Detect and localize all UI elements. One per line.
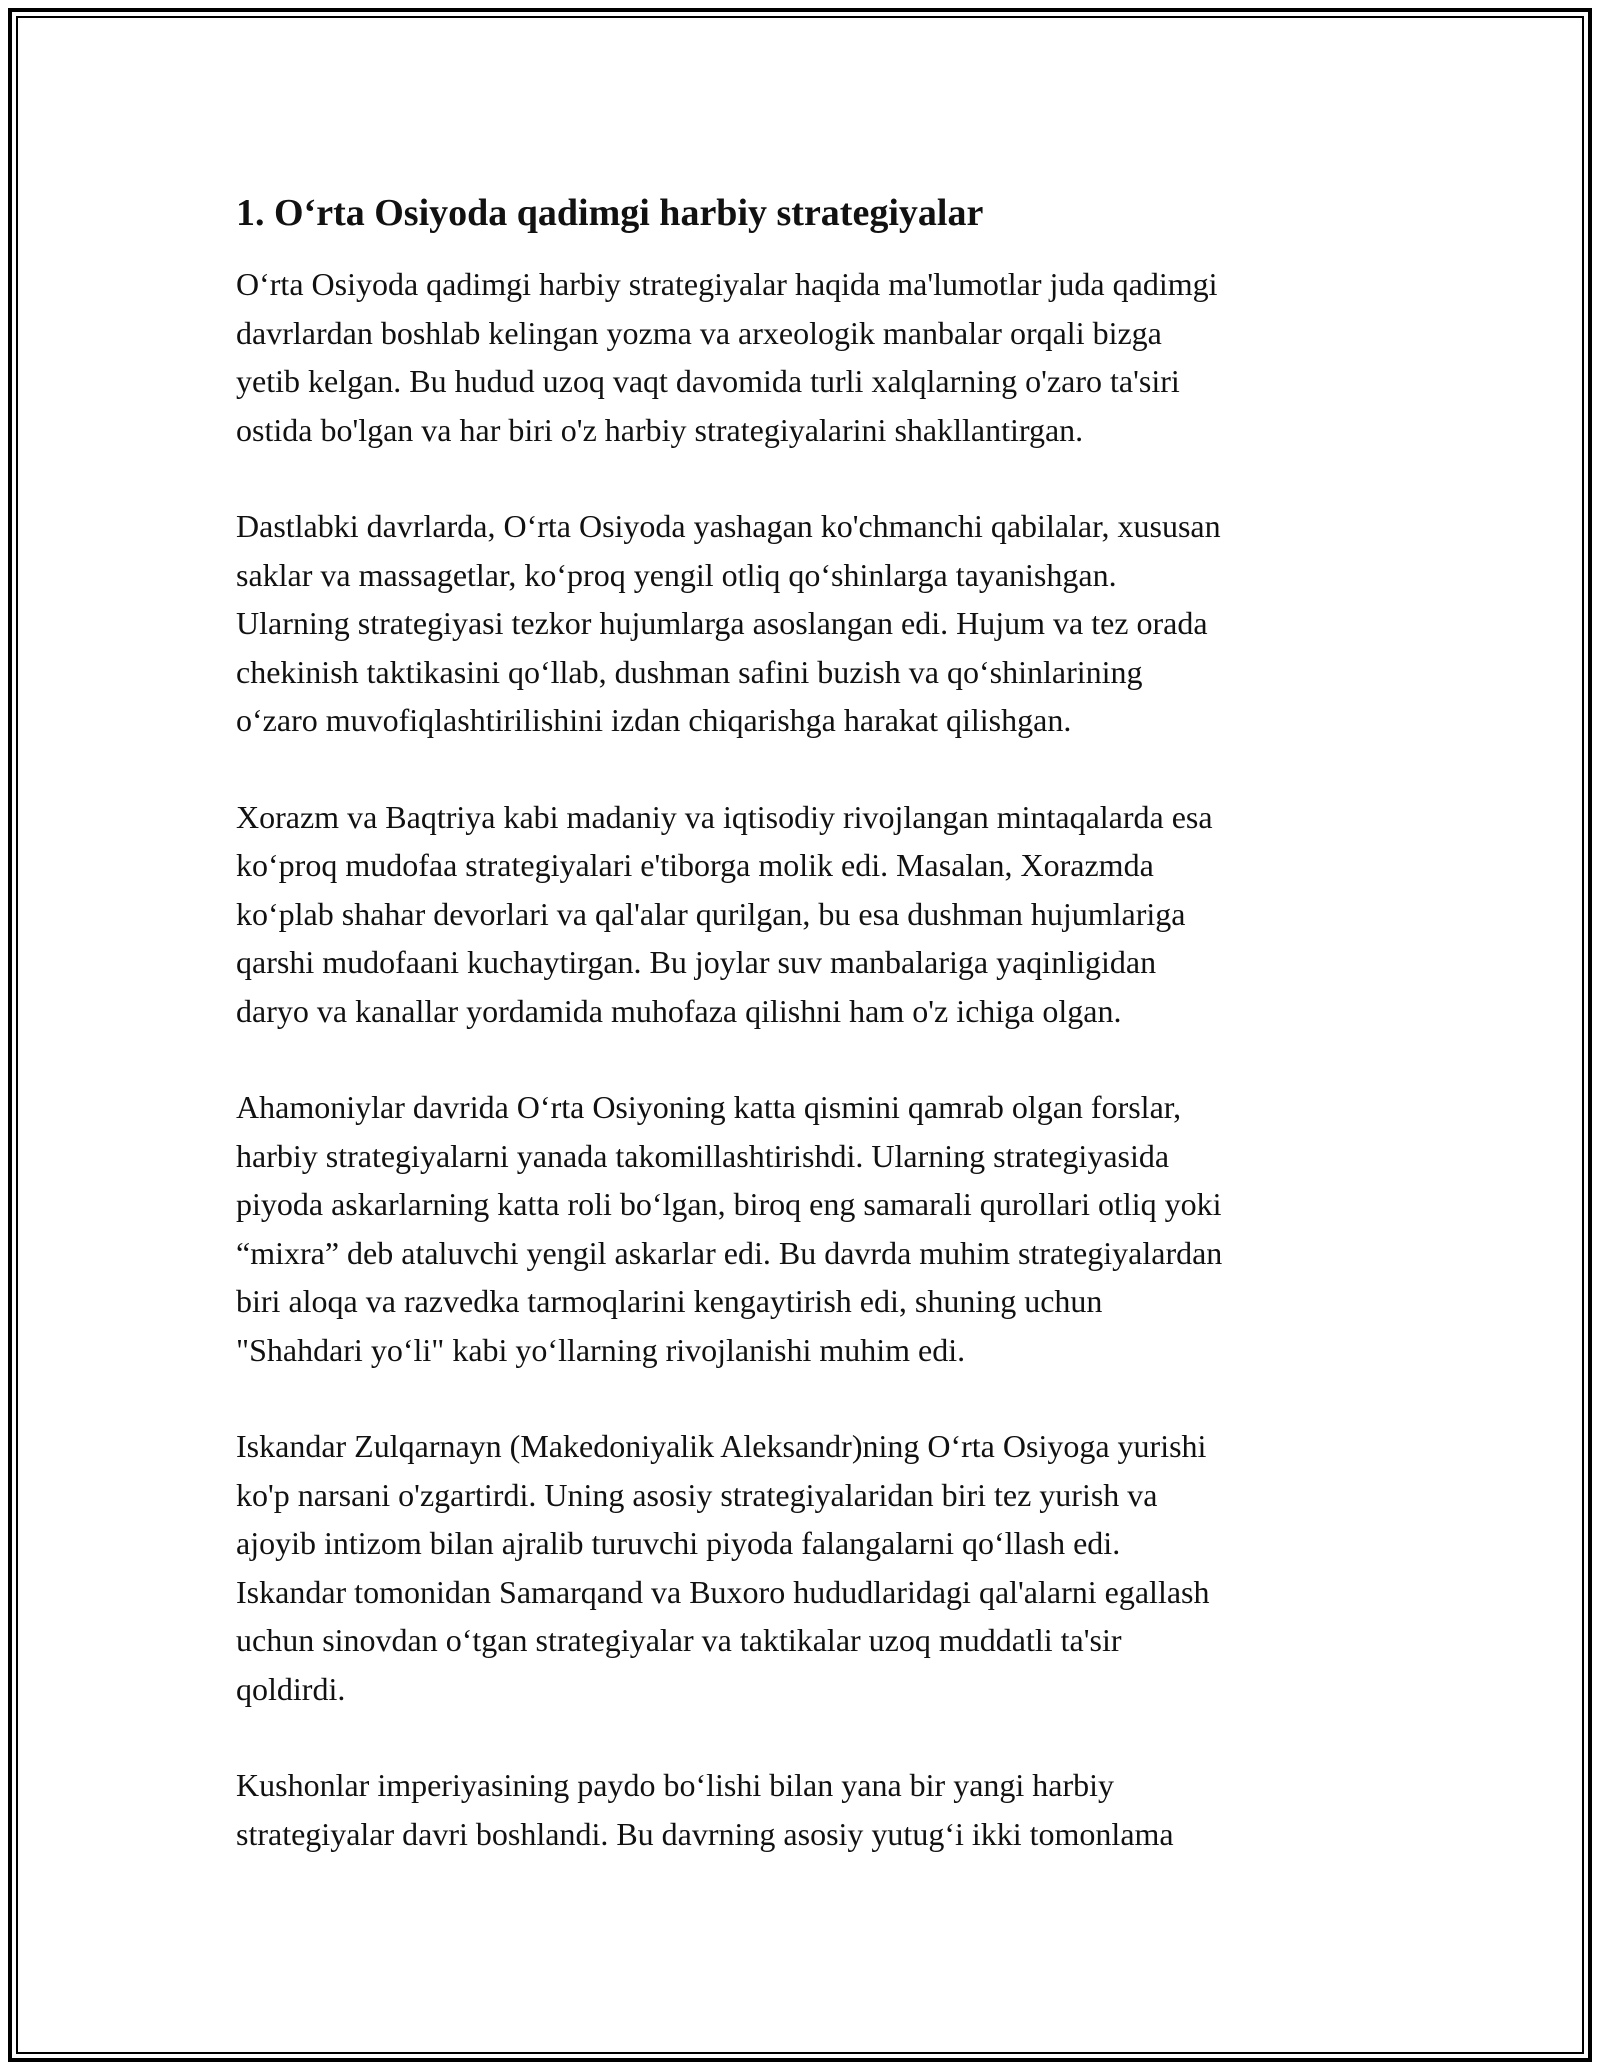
paragraph-5: Iskandar Zulqarnayn (Makedoniyalik Aleksandr)ning O‘rta Osiyoga yurishi ko'p narsani o'zgartirdi. Uning asosiy strategiyalaridan biri tez yurish va ajoyib intizom bilan ajralib turuvchi piyoda falangalarni qo‘llash edi. Iskandar tomonidan Samarqand va Buxoro hududlaridagi qal'alarni egallash uchun sinovdan o‘tgan strategiyalar va taktikalar uzoq muddatli ta'sir qoldirdi. <box>236 1428 1210 1707</box>
paragraph-2: Dastlabki davrlarda, O‘rta Osiyoda yashagan ko'chmanchi qabilalar, xususan saklar va massagetlar, ko‘proq yengil otliq qo‘shinlarga tayanishgan. Ularning strategiyasi tezkor hujumlarga asoslangan edi. Hujum va tez orada chekinish taktikasini qo‘llab, dushman safini buzish va qo‘shinlarining o‘zaro muvofiqlashtirilishini izdan chiqarishga harakat qilishgan. <box>236 508 1221 738</box>
document-body <box>236 188 1376 1906</box>
paragraph-4: Ahamoniylar davrida O‘rta Osiyoning katta qismini qamrab olgan forslar, harbiy strategiyalarni yanada takomillashtirishdi. Ularning strategiyasida piyoda askarlarning katta roli bo‘lgan, biroq eng samarali qurollari otliq yoki “mixra” deb ataluvchi yengil askarlar edi. Bu davrda muhim strategiyalardan biri aloqa va razvedka tarmoqlarini kengaytirish edi, shuning uchun "Shahdari yo‘li" kabi yo‘llarning rivojlanishi muhim edi. <box>236 1089 1223 1368</box>
paragraph-3: Xorazm va Baqtriya kabi madaniy va iqtisodiy rivojlangan mintaqalarda esa ko‘proq mudofaa strategiyalari e'tiborga molik edi. Masalan, Xorazmda ko‘plab shahar devorlari va qal'alar qurilgan, bu esa dushman hujumlariga qarshi mudofaani kuchaytirgan. Bu joylar suv manbalariga yaqinligidan daryo va kanallar yordamida muhofaza qilishni ham o'z ichiga olgan. <box>236 798 1213 1029</box>
paragraph-6: Kushonlar imperiyasining paydo bo‘lishi bilan yana bir yangi harbiy strategiyalar davri boshlandi. Bu davrning asosiy yutug‘i ikki tomonlama <box>236 1767 1174 1852</box>
section-heading: 1. O‘rta Osiyoda qadimgi harbiy strategiyalar <box>236 192 984 234</box>
paragraph-1: O‘rta Osiyoda qadimgi harbiy strategiyalar haqida ma'lumotlar juda qadimgi davrlardan boshlab kelingan yozma va arxeologik manbalar orqali bizga yetib kelgan. Bu hudud uzoq vaqt davomida turli xalqlarning o'zaro ta'siri ostida bo'lgan va har biri o'z harbiy strategiyalarini shakllantirgan. <box>236 266 1218 448</box>
